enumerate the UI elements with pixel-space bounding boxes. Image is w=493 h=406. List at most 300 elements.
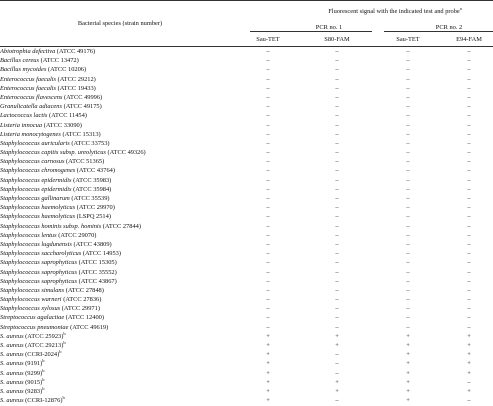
signal-cell: – bbox=[467, 195, 471, 202]
signal-cell: – bbox=[406, 48, 410, 55]
signal-cell: – bbox=[266, 259, 270, 267]
table-row bbox=[0, 185, 493, 194]
strain-number: (ATCC 33753) bbox=[71, 139, 110, 147]
species-column-header: Bacterial species (strain number) bbox=[0, 1, 240, 47]
species-cell bbox=[0, 369, 240, 378]
species-cell bbox=[0, 359, 240, 368]
signal-cell: – bbox=[406, 185, 410, 193]
signal-cell: – bbox=[266, 112, 270, 120]
table-row bbox=[0, 56, 493, 65]
signal-cell: + bbox=[406, 360, 410, 368]
signal-cell: – bbox=[266, 84, 270, 92]
species-cell bbox=[0, 56, 240, 65]
species-name: S. aureus bbox=[0, 360, 24, 368]
signal-cell: – bbox=[467, 112, 471, 120]
strain-number: (ATCC 11454) bbox=[49, 112, 87, 120]
table-row bbox=[0, 295, 493, 304]
signal-cell: – bbox=[467, 75, 471, 83]
table-row bbox=[0, 286, 493, 295]
table-row bbox=[0, 93, 493, 102]
signal-cell: – bbox=[406, 296, 410, 304]
table-row bbox=[0, 378, 493, 387]
strain-number: (ATCC 13472) bbox=[40, 57, 79, 65]
signal-cell: – bbox=[335, 360, 339, 368]
probe-header: Sau-TET bbox=[378, 34, 438, 47]
signal-cell: – bbox=[335, 139, 339, 147]
table-row bbox=[0, 350, 493, 359]
species-cell bbox=[0, 304, 240, 313]
strain-number: (ATCC 29970) bbox=[76, 204, 115, 212]
signal-cell: – bbox=[406, 139, 410, 147]
signal-cell: – bbox=[406, 268, 410, 276]
footnote-marker: b bbox=[63, 339, 66, 345]
table-row bbox=[0, 231, 493, 240]
signal-cell: + bbox=[467, 342, 471, 349]
species-name: Staphylococcus simulans bbox=[0, 286, 65, 294]
strain-number: (CCRI-12876) bbox=[25, 397, 63, 405]
species-cell bbox=[0, 111, 240, 120]
signal-cell: – bbox=[335, 176, 339, 184]
signal-cell: – bbox=[467, 176, 471, 184]
strain-number: (ATCC 27836) bbox=[63, 296, 102, 304]
footnote-marker: b bbox=[59, 349, 62, 355]
signal-cell: – bbox=[467, 48, 471, 55]
signal-cell: – bbox=[335, 57, 339, 65]
signal-cell: – bbox=[406, 259, 410, 267]
species-name: Staphylococcus lentus bbox=[0, 231, 57, 239]
signal-cell: – bbox=[335, 84, 339, 92]
strain-number: (ATCC 49176) bbox=[56, 48, 96, 55]
signal-cell: – bbox=[266, 149, 270, 157]
signal-cell: – bbox=[406, 112, 410, 120]
signal-cell: – bbox=[335, 158, 339, 166]
strain-number: (ATCC 43809) bbox=[73, 240, 112, 248]
species-cell bbox=[0, 258, 240, 267]
signal-cell: – bbox=[266, 158, 270, 166]
species-cell bbox=[0, 93, 240, 102]
signal-cell: – bbox=[266, 75, 270, 83]
species-name: S. aureus bbox=[0, 378, 24, 386]
signal-cell: + bbox=[406, 351, 410, 359]
pcr2-header: PCR no. 2 bbox=[378, 23, 493, 34]
species-name: Staphylococcus hominis subsp. hominis bbox=[0, 222, 102, 230]
signal-cell: – bbox=[406, 84, 410, 92]
species-cell bbox=[0, 240, 240, 249]
signal-cell: – bbox=[266, 167, 270, 175]
signal-cell: – bbox=[335, 277, 339, 285]
signal-cell: – bbox=[266, 323, 270, 331]
species-cell bbox=[0, 387, 240, 396]
signal-cell: – bbox=[335, 103, 339, 111]
species-name: Listeria monocytogenes bbox=[0, 130, 61, 138]
signal-cell: + bbox=[406, 378, 410, 386]
signal-cell: – bbox=[406, 286, 410, 294]
signal-cell: – bbox=[335, 250, 339, 258]
signal-cell: – bbox=[406, 213, 410, 221]
species-cell bbox=[0, 65, 240, 74]
species-cell bbox=[0, 350, 240, 359]
species-cell bbox=[0, 332, 240, 341]
signal-cell: – bbox=[467, 240, 471, 248]
species-cell bbox=[0, 295, 240, 304]
signal-cell: – bbox=[467, 231, 471, 239]
table-row bbox=[0, 258, 493, 267]
table-row bbox=[0, 84, 493, 93]
signal-cell: – bbox=[406, 176, 410, 184]
signal-cell: – bbox=[467, 204, 471, 212]
signal-cell: – bbox=[406, 130, 410, 138]
signal-cell: – bbox=[406, 57, 410, 65]
strain-number: (ATCC 43867) bbox=[78, 277, 117, 285]
signal-cell: + bbox=[406, 332, 410, 340]
signal-cell: – bbox=[335, 369, 339, 377]
signal-cell: – bbox=[467, 121, 471, 129]
table-row bbox=[0, 313, 493, 322]
strain-number: (CCRI-2024) bbox=[25, 351, 60, 359]
table-row bbox=[0, 157, 493, 166]
table-row bbox=[0, 249, 493, 258]
table-row bbox=[0, 268, 493, 277]
strain-number: (ATCC 49996) bbox=[64, 93, 103, 101]
strain-number: (ATCC 29971) bbox=[61, 305, 100, 313]
species-cell bbox=[0, 323, 240, 332]
signal-cell: + bbox=[406, 342, 410, 349]
table-row bbox=[0, 166, 493, 175]
signal-cell: – bbox=[406, 149, 410, 157]
table-row bbox=[0, 102, 493, 111]
species-cell bbox=[0, 396, 240, 405]
signal-cell: – bbox=[467, 158, 471, 166]
signal-cell: – bbox=[406, 66, 410, 74]
signal-cell: – bbox=[335, 240, 339, 248]
strain-number: (ATCC 35552) bbox=[78, 268, 117, 276]
signal-cell: + bbox=[406, 369, 410, 377]
signal-cell: – bbox=[467, 185, 471, 193]
signal-cell: – bbox=[266, 277, 270, 285]
strain-number: (ATCC 27844) bbox=[102, 222, 141, 230]
signal-cell: + bbox=[467, 332, 471, 340]
pcr1-header: PCR no. 1 bbox=[240, 23, 378, 34]
signal-cell: – bbox=[266, 231, 270, 239]
probe-header: E94-FAM bbox=[438, 34, 493, 47]
strain-number: (ATCC 12400) bbox=[65, 314, 104, 322]
species-name: S. aureus bbox=[0, 342, 24, 349]
strain-number: (ATCC 35983) bbox=[73, 176, 112, 184]
species-cell bbox=[0, 139, 240, 148]
table-body bbox=[0, 47, 493, 406]
strain-number: (ATCC 49326) bbox=[107, 149, 146, 157]
signal-cell: + bbox=[266, 378, 270, 386]
species-cell bbox=[0, 47, 240, 57]
signal-cell: + bbox=[467, 387, 471, 395]
signal-cell: – bbox=[335, 351, 339, 359]
species-name: S. aureus bbox=[0, 332, 24, 340]
signal-cell: – bbox=[266, 185, 270, 193]
species-name: Staphylococcus haemolyticus bbox=[0, 204, 76, 212]
table-row bbox=[0, 65, 493, 74]
species-name: Lactococcus lactis bbox=[0, 112, 48, 120]
species-cell bbox=[0, 102, 240, 111]
signal-cell: – bbox=[266, 66, 270, 74]
signal-header: Fluorescent signal with the indicated test and probe$^a$ bbox=[240, 1, 493, 23]
species-name: Staphylococcus chromogenes bbox=[0, 167, 76, 175]
signal-cell: – bbox=[406, 93, 410, 101]
strain-number: (ATCC 33090) bbox=[43, 121, 82, 129]
table-row bbox=[0, 111, 493, 120]
species-name: Staphylococcus xylosus bbox=[0, 305, 61, 313]
species-cell bbox=[0, 268, 240, 277]
strain-number: (9191) bbox=[25, 360, 43, 368]
strain-number: (ATCC 10206) bbox=[47, 66, 87, 74]
strain-number: (LSPQ 2514) bbox=[76, 213, 111, 221]
species-name: Bacillus mycoides bbox=[0, 66, 47, 74]
signal-cell: – bbox=[266, 213, 270, 221]
signal-cell: – bbox=[467, 149, 471, 157]
table-row bbox=[0, 332, 493, 341]
strain-number: (ATCC 15305) bbox=[78, 259, 117, 267]
signal-cell: – bbox=[335, 195, 339, 202]
signal-cell: – bbox=[406, 195, 410, 202]
signal-cell: – bbox=[266, 195, 270, 202]
species-cell bbox=[0, 148, 240, 157]
species-name: Staphylococcus haemolyticus bbox=[0, 213, 76, 221]
signal-cell: – bbox=[406, 75, 410, 83]
signal-cell: – bbox=[406, 204, 410, 212]
signal-cell: – bbox=[266, 296, 270, 304]
species-name: S. aureus bbox=[0, 369, 24, 377]
strain-number: (ATCC 29212) bbox=[57, 75, 96, 83]
signal-cell: – bbox=[335, 231, 339, 239]
strain-number: (ATCC 43764) bbox=[76, 167, 115, 175]
species-name: Staphylococcus carnosus bbox=[0, 158, 65, 166]
signal-cell: – bbox=[467, 268, 471, 276]
signal-cell: – bbox=[335, 149, 339, 157]
species-cell bbox=[0, 185, 240, 194]
species-name: Staphylococcus capitis subsp. ureolyticus bbox=[0, 149, 106, 157]
table-row bbox=[0, 323, 493, 332]
signal-cell: + bbox=[335, 332, 339, 340]
species-name: Streptococcus agalactiae bbox=[0, 314, 65, 322]
signal-cell: – bbox=[266, 204, 270, 212]
signal-cell: – bbox=[335, 222, 339, 230]
signal-cell: – bbox=[335, 268, 339, 276]
strain-number: (ATCC 35539) bbox=[71, 195, 110, 202]
signal-cell: – bbox=[335, 130, 339, 138]
species-name: S. aureus bbox=[0, 397, 24, 405]
signal-cell: – bbox=[335, 112, 339, 120]
signal-cell: + bbox=[266, 360, 270, 368]
table-row bbox=[0, 277, 493, 286]
species-name: Staphylococcus gallinarum bbox=[0, 195, 70, 202]
signal-cell: – bbox=[406, 231, 410, 239]
species-name: Enterococcus faecalis bbox=[0, 84, 57, 92]
signal-cell: – bbox=[406, 222, 410, 230]
footnote-marker: b bbox=[42, 376, 45, 382]
signal-cell: + bbox=[266, 369, 270, 377]
table-row bbox=[0, 47, 493, 57]
species-name: S. aureus bbox=[0, 351, 24, 359]
signal-cell: – bbox=[467, 103, 471, 111]
footnote-marker: b bbox=[42, 367, 45, 373]
signal-cell: – bbox=[467, 277, 471, 285]
species-name: Staphylococcus saprophyticus bbox=[0, 277, 77, 285]
signal-cell: – bbox=[406, 240, 410, 248]
signal-cell: – bbox=[467, 286, 471, 294]
signal-cell: – bbox=[266, 93, 270, 101]
signal-cell: – bbox=[266, 103, 270, 111]
table-row bbox=[0, 194, 493, 203]
species-name: Staphylococcus saccharolyticus bbox=[0, 250, 82, 258]
species-name: Bacillus cereus bbox=[0, 57, 39, 65]
footnote-marker: b bbox=[62, 395, 65, 400]
table-row bbox=[0, 396, 493, 405]
signal-cell: + bbox=[266, 351, 270, 359]
strain-number: (ATCC 35984) bbox=[73, 185, 112, 193]
signal-cell: – bbox=[335, 323, 339, 331]
signal-cell: – bbox=[467, 66, 471, 74]
signal-cell: – bbox=[467, 250, 471, 258]
signal-cell: – bbox=[406, 314, 410, 322]
signal-cell: + bbox=[406, 397, 410, 405]
signal-cell: – bbox=[335, 213, 339, 221]
signal-cell: – bbox=[335, 185, 339, 193]
signal-cell: – bbox=[266, 139, 270, 147]
species-name: Staphylococcus saprophyticus bbox=[0, 259, 77, 267]
signal-cell: + bbox=[467, 351, 471, 359]
footnote-marker: b bbox=[63, 330, 66, 336]
signal-cell: – bbox=[406, 250, 410, 258]
table-row bbox=[0, 176, 493, 185]
signal-cell: + bbox=[467, 369, 471, 377]
species-name: Listeria innocua bbox=[0, 121, 43, 129]
strain-number: (ATCC 19433) bbox=[57, 84, 96, 92]
signal-cell: – bbox=[406, 167, 410, 175]
species-cell bbox=[0, 212, 240, 221]
table-row bbox=[0, 387, 493, 396]
strain-number: (ATCC 29070) bbox=[58, 231, 97, 239]
table-row bbox=[0, 203, 493, 212]
species-name: Staphylococcus epidermidis bbox=[0, 176, 72, 184]
signal-cell: – bbox=[467, 305, 471, 313]
species-cell bbox=[0, 75, 240, 84]
signal-cell: – bbox=[467, 296, 471, 304]
species-name: Streptococcus pneumoniae bbox=[0, 323, 69, 331]
table-row bbox=[0, 130, 493, 139]
signal-cell: – bbox=[266, 121, 270, 129]
species-cell bbox=[0, 277, 240, 286]
species-name: Staphylococcus epidermidis bbox=[0, 185, 72, 193]
species-name: Staphylococcus warneri bbox=[0, 296, 62, 304]
species-cell bbox=[0, 130, 240, 139]
signal-cell: + bbox=[266, 397, 270, 405]
signal-cell: – bbox=[335, 93, 339, 101]
species-name: Enterococcus faecalis bbox=[0, 75, 57, 83]
signal-cell: – bbox=[266, 250, 270, 258]
signal-cell: – bbox=[467, 378, 471, 386]
species-cell bbox=[0, 194, 240, 203]
strain-number: (ATCC 15313) bbox=[62, 130, 101, 138]
table-row bbox=[0, 341, 493, 350]
signal-cell: + bbox=[335, 387, 339, 395]
signal-cell: + bbox=[335, 378, 339, 386]
signal-cell: – bbox=[335, 66, 339, 74]
strain-number: (ATCC 14953) bbox=[82, 250, 122, 258]
table-row bbox=[0, 304, 493, 313]
signal-cell: – bbox=[335, 204, 339, 212]
signal-cell: – bbox=[266, 305, 270, 313]
signal-cell: – bbox=[335, 121, 339, 129]
species-cell bbox=[0, 84, 240, 93]
signal-cell: – bbox=[335, 167, 339, 175]
footnote-marker: b bbox=[42, 358, 45, 364]
signal-cell: – bbox=[467, 213, 471, 221]
species-name: Staphylococcus lugdunensis bbox=[0, 240, 72, 248]
signal-cell: + bbox=[266, 332, 270, 340]
table-row bbox=[0, 148, 493, 157]
signal-cell: – bbox=[335, 75, 339, 83]
signal-cell: – bbox=[266, 48, 270, 55]
strain-number: (9015) bbox=[25, 378, 43, 386]
signal-cell: – bbox=[406, 305, 410, 313]
signal-cell: – bbox=[406, 103, 410, 111]
strain-number: (ATCC 49619) bbox=[70, 323, 109, 331]
signal-cell: – bbox=[467, 259, 471, 267]
signal-cell: – bbox=[467, 130, 471, 138]
species-cell bbox=[0, 313, 240, 322]
footnote-marker: a bbox=[459, 6, 462, 12]
species-cell bbox=[0, 378, 240, 387]
species-cell bbox=[0, 166, 240, 175]
probe-header: Sau-TET bbox=[240, 34, 296, 47]
signal-cell: – bbox=[335, 296, 339, 304]
table-row bbox=[0, 75, 493, 84]
species-cell bbox=[0, 203, 240, 212]
table-row bbox=[0, 212, 493, 221]
table-row bbox=[0, 240, 493, 249]
strain-number: (ATCC 51365) bbox=[66, 158, 105, 166]
footnote-marker: b bbox=[42, 385, 45, 391]
strain-number: (ATCC 27848) bbox=[65, 286, 104, 294]
strain-number: (ATCC 29213) bbox=[25, 342, 64, 349]
species-name: Staphylococcus auricularis bbox=[0, 139, 70, 147]
species-name: Enterococcus flavescens bbox=[0, 93, 63, 101]
signal-cell: – bbox=[467, 167, 471, 175]
signal-cell: – bbox=[266, 268, 270, 276]
species-name: Staphylococcus saprophyticus bbox=[0, 268, 77, 276]
table-row bbox=[0, 359, 493, 368]
signal-cell: – bbox=[335, 305, 339, 313]
signal-cell: – bbox=[266, 176, 270, 184]
signal-cell: + bbox=[266, 342, 270, 349]
table-row bbox=[0, 139, 493, 148]
species-name: S. aureus bbox=[0, 387, 24, 395]
table-row bbox=[0, 369, 493, 378]
signal-cell: – bbox=[467, 397, 471, 405]
species-cell bbox=[0, 157, 240, 166]
signal-cell: + bbox=[335, 342, 339, 349]
species-cell bbox=[0, 231, 240, 240]
signal-cell: + bbox=[406, 387, 410, 395]
species-cell bbox=[0, 249, 240, 258]
signal-cell: – bbox=[406, 158, 410, 166]
signal-cell: – bbox=[406, 323, 410, 331]
signal-cell: – bbox=[335, 286, 339, 294]
signal-cell: – bbox=[467, 323, 471, 331]
strain-number: (9299) bbox=[25, 369, 43, 377]
signal-cell: – bbox=[467, 84, 471, 92]
signal-cell: – bbox=[406, 121, 410, 129]
signal-cell: – bbox=[335, 314, 339, 322]
